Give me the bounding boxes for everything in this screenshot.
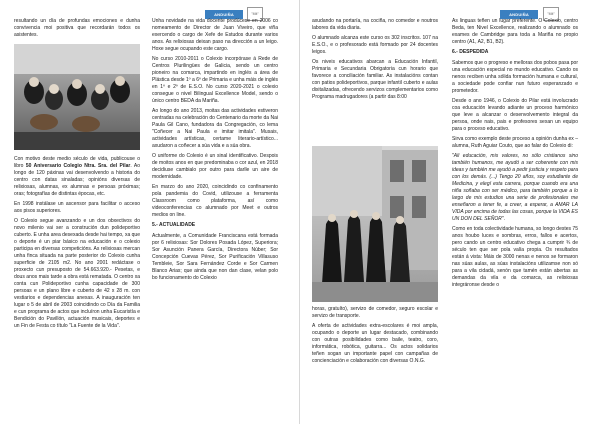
paragraph: Como en toda colectividade humana, so longo destes 75 anos houbo luces e sombras, erros, fallos e acertos, pero cando un centro educativo chega a cumprir ¾ de século ten que ser pola valía propia. Os resultados están á vista: Máis de 3000 nenas e nenos se formaron nas súas aulas, as súas instalacións utilizamse non só para a vila cidadá, senón que tamén están abertas as demandas da vila e da comarca, as relixiosas integráronse desde o <box>452 226 578 288</box>
right-column-1-lower <box>312 306 438 368</box>
text: Con motivo deste medio século de vida, publicouse o libro <box>14 156 140 169</box>
paragraph: Ao longo do ano 2013, moitas das actividades estiveron centradas na celebración do Centenario da morte da Nai Paula Gil Cano, fundadora da Congregación, co lema "Coñecer a Nai Paula e imitar imitala". Musais, actividades artísticas, certame literario-artístico... axudaron a coñecer a súa vida e a súa obra. <box>152 108 278 149</box>
paragraph: En marzo do ano 2020, coincidindo co confinamento pola pandemia do Covid, utilizouse a ferramenta Classroom como plataforma, así como videoconferencias co alumnado por Meet e outros medios on line. <box>152 184 278 218</box>
paragraph: As linguas teñen un lugar preferente. O Colexio, centro Beda, ten Nivel Excellence, realizando o alumnado os exames de Cambridge para toda a Mariña no propio centro (A1, A2, B1, B2). <box>452 18 578 45</box>
quote-paragraph: "Ali educación, mis valores, no sólo cristianos sino también humanos, me ayudó a ser coherente con mis ideas y también me ayudó a pedir justicia y respeto para con los demás. (...) Tengo 20 años, soy estudiante de Medicina, y elegí esta carrera, porque cuando era una niña soñaba con ser médico, para también porque a lo largo de mis estudios una serie de profesionales me enseñaron a tener fe, a creer, a esperar, a AMAR LA VIDA por encima de todas las cosas, porque la VIDA ES UN DON DEL SEÑOR". <box>452 153 578 222</box>
paragraph: A oferta de actividades extra-escolares é moi ampla, ocupando o deporte un lugar destacado, combinando con outras posibilidades como baile, teatro, coro, informática, robótica, guitarra... Os actos solidarios teñen sogan un importante papel con campañas de concienciación e colaboración con diversas O.N.G. <box>312 323 438 364</box>
book-title: 50 Aniversario Colegio Ntra. Sra. del Pilar <box>25 163 131 169</box>
paragraph: axudando na portaría, na cociña, no comedor e noutros labores da vida diaria. <box>312 18 438 31</box>
paragraph: Sabemos que o progreso e melloras dos pobos pasa por una educación especial no mundo educativo. Cando os nenos reciben unha sólida formación humana e cultural, a sociedade pode confiar nun futuro esperanzado e prometedor. <box>452 60 578 94</box>
left-column-2 <box>152 18 278 285</box>
section-heading: 6.- DESPEDIDA <box>452 49 489 55</box>
paragraph: resultando un día de profundas emociones e dunha convivencia moi positiva que recordarán todos os asistentes. <box>14 18 140 38</box>
right-page <box>300 0 600 424</box>
paragraph: Unha novidade na vida docente prodúcese en 2006 co nomeamento de Director de Juan Viveiro, que viña exercendo o cargo de Xefe de Estudos durante varios anos. As relixiosas deixan paso na dirección a un leigo. Hoxe segue ocupando este cargo. <box>152 18 278 52</box>
left-column-1-lower <box>14 156 140 333</box>
paragraph: Desde o ano 1946, o Colexio do Pilar está involucrado coa educación levando adiante un proceso harmónico que leve a alcanzar o desenvolvemento integral da persoa, onde nais, pais e profesores sexan un equipo para o proceso educativo. <box>452 98 578 132</box>
paragraph: O Colexio segue avanzando e un dos obxectivos do novo milenio vai ser a construción dun polideportivo cuberto. E unha area desexada desde hai tempo, xa que o deporte é un piar básico na educación e o colexio participa en diversas competicións. As relixiosas mercan unha finca situada na parte posterior do Colexio cunha superficie de 2105 m2. No ano 2001 redáctase o proxecto cun presuposto de 54.663.920.- Pesetas, e dous anos mais tarde a obra está rematada. O centro xa conta cun Polideportivo cunha capacidade de 300 persoas e un plano libre e cuberto de 42 x 28 m. con vestiarios e dependencias anexas. A inauguración ten lugar o 5 de abril de 2003 coincidindo co Día da Familia e cun programa de actos que incluíron unha Eucaristía e Bendición do Pavillón, actuación musicais, deportes e un Fin de Festa co título "La Fuente de la Vida". <box>14 218 140 329</box>
photo-nuns-building <box>312 146 438 302</box>
paragraph: Os niveis educativos abarcan a Educación Infantil, Primaria e Secundaria Obrigatoria cun horario que favorece a conciliación familiar. As instalacións contan con patios polideportivos, parque infantil cuberto e aulas dixitalizadas, ofrecendo servizos complementarios como Programa madrugadores (a partir das 8:00 <box>312 59 438 100</box>
paragraph: O alumnado alcanza este curso os 302 inscritos. 107 na E.S.O., e o profesorado está formado por 24 docentes leigos. <box>312 35 438 55</box>
left-column-1 <box>14 18 140 42</box>
right-column-1 <box>312 18 438 104</box>
paragraph: O uniforme do Colexio é un sinal identificativo. Despois de moitos anos en que predominaba o cor azul, en 2018 decidiuse cambialo por outro para darlle un aire de modernidade. <box>152 153 278 180</box>
section-tab: ANDUIÑA <box>500 10 538 19</box>
photo-image <box>312 146 438 302</box>
school-logo: "Mit" <box>247 7 263 21</box>
paragraph: Sirva como exemplo deste proceso a opinión dunha ex – alumna, Ruth Aguiar Couto, que ao falar do Colexio di: <box>452 136 578 149</box>
section-heading: 5.- ACTUALIDADE <box>152 222 196 228</box>
school-logo: "Mit" <box>543 7 559 21</box>
right-column-2 <box>452 18 578 292</box>
photo-image <box>14 44 140 150</box>
section-tab: ANDUIÑA <box>205 10 243 19</box>
text: . Ao longo de 120 páxinas vai desenvolvendo a historia do centro con datas sinaladas; opinións diversas de relixiosas, alumnas, ex alumnas e persoas próximas; oras; fotografías de distintas épocas, etc. <box>14 163 141 197</box>
photo-nuns-guitars <box>14 44 140 150</box>
paragraph: Actualmente, a Comunidade Franciscana está formada por 6 relixiosas: Sor Dolores Posada López, Superiora; Sor Asunción Panera García, Directora Núber; Sor Concepción Cuevas Pérez, Sor Purificación Villasuso Tembleie, Sor Sara Fernández Corde e Sor Carmen Blanco Arias; que ainda que non dan clase, velan polo bo funcionamento do Colexio <box>152 233 278 281</box>
paragraph: No curso 2010-2011 o Colexio incorpórase á Rede de Centros Plurilingües de Galicia, sendo un centro pioneiro na comarca, impartindo en inglés a área de Plástica desde 1º a 6º de Primaria e unha máis de inglés en 1º e 2º de E.S.O. No curso 2020-2021 o colexio consegue o nivel Bilingual Excellence Model, sendo o único centro BEDA da Mariña. <box>152 56 278 104</box>
paragraph <box>14 156 140 198</box>
paragraph: horas, gratuíto), servizo de comedor, seguro escolar e servizo de transporte. <box>312 306 438 319</box>
paragraph: En 1998 instálase un ascensor para facilitar o acceso aos pisos superiores. <box>14 201 140 214</box>
